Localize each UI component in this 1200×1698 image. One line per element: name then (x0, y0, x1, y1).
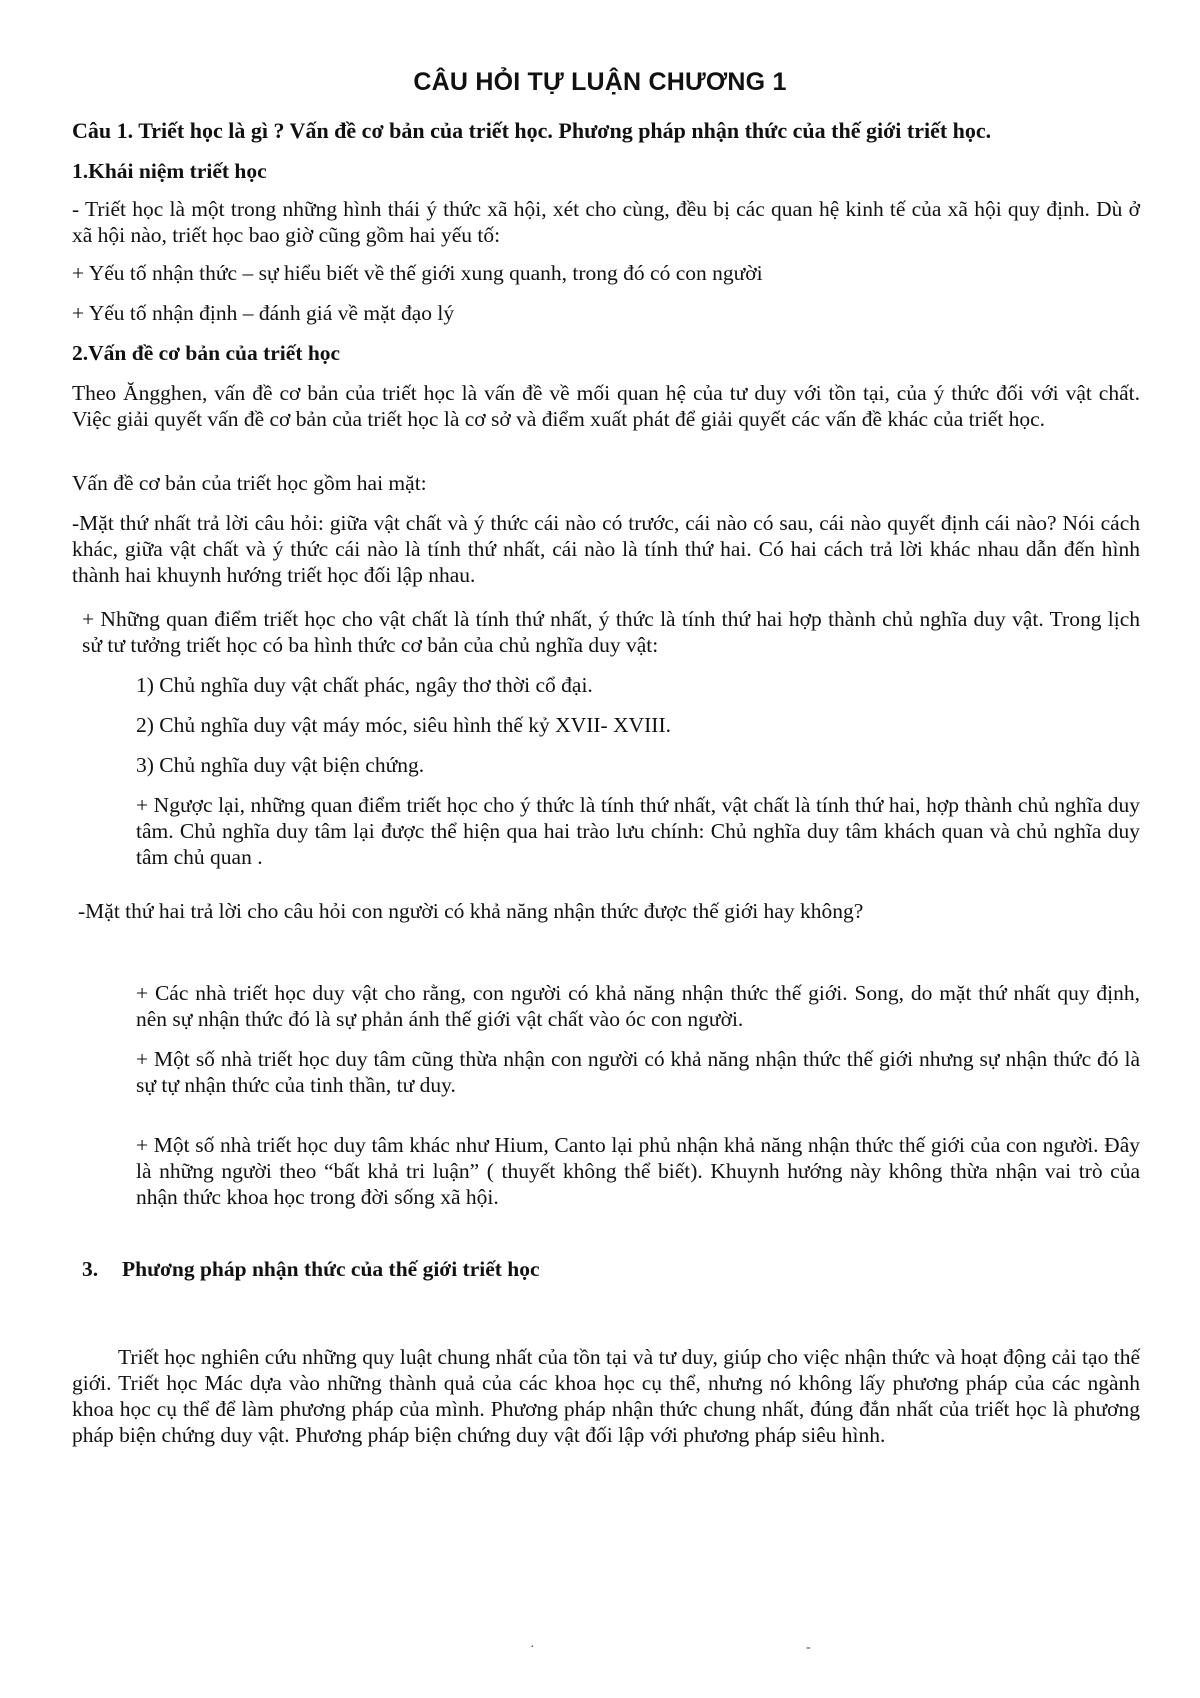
materialism-form-3: 3) Chủ nghĩa duy vật biện chứng. (136, 753, 425, 777)
section-2-paragraph-3: -Mặt thứ nhất trả lời câu hỏi: giữa vật chất và ý thức cái nào có trước, cái nào có sau, cái nào quyết định cái nào? Nói cách khác, giữa vật chất và ý thức cái nào là tính thứ nhất, cái nào là tính thứ hai. Có hai cách trả lời khác nhau dẫn đến hình thành hai khuynh hướng triết học đối lập nhau. (72, 511, 1140, 587)
materialism-form-2: 2) Chủ nghĩa duy vật máy móc, siêu hình thế kỷ XVII- XVIII. (136, 713, 672, 737)
section-3-number: 3. (82, 1257, 99, 1281)
section-2-heading: 2.Vấn đề cơ bản của triết học (72, 341, 341, 365)
section-2-paragraph-7: + Các nhà triết học duy vật cho rằng, con người có khả năng nhận thức thế giới. Song, do mặt thứ nhất quy định, nên sự nhận thức đó là sự phản ánh thế giới vật chất vào óc con người. (136, 981, 1140, 1031)
section-2-paragraph-9: + Một số nhà triết học duy tâm khác như Hium, Canto lại phủ nhận khả năng nhận thức thế giới của con người. Đây là những người theo “bất khả tri luận” ( thuyết không thể biết). Khuynh hướng này không thừa nhận vai trò của nhận thức khoa học trong đời sống xã hội. (136, 1133, 1140, 1209)
section-2-paragraph-4: + Những quan điểm triết học cho vật chất là tính thứ nhất, ý thức là tính thứ hai hợp thành chủ nghĩa duy vật. Trong lịch sử tư tưởng triết học có ba hình thức cơ bản của chủ nghĩa duy vật: (82, 607, 1140, 657)
section-1-heading: 1.Khái niệm triết học (72, 159, 267, 183)
section-1-paragraph-1: - Triết học là một trong những hình thái ý thức xã hội, xét cho cùng, đều bị các quan hệ kinh tế của xã hội quy định. Dù ở xã hội nào, triết học bao giờ cũng gồm hai yếu tố: (72, 197, 1140, 247)
section-1-paragraph-3: + Yếu tố nhận định – đánh giá về mặt đạo lý (72, 301, 455, 325)
section-3-heading: Phương pháp nhận thức của thế giới triết học (122, 1257, 540, 1281)
materialism-form-1: 1) Chủ nghĩa duy vật chất phác, ngây thơ thời cổ đại. (136, 673, 593, 697)
section-2-paragraph-2: Vấn đề cơ bản của triết học gồm hai mặt: (72, 471, 427, 495)
section-2-paragraph-6: -Mặt thứ hai trả lời cho câu hỏi con người có khả năng nhận thức được thế giới hay không? (78, 899, 864, 923)
section-2-paragraph-5: + Ngược lại, những quan điểm triết học cho ý thức là tính thứ nhất, vật chất là tính thứ hai, hợp thành chủ nghĩa duy tâm. Chủ nghĩa duy tâm lại được thể hiện qua hai trào lưu chính: Chủ nghĩa duy tâm khách quan và chủ nghĩa duy tâm chủ quan . (136, 793, 1140, 869)
page-mark-right: - (806, 1640, 811, 1655)
section-2-paragraph-1: Theo Ăngghen, vấn đề cơ bản của triết học là vấn đề về mối quan hệ của tư duy với tồn tại, của ý thức đối với vật chất. Việc giải quyết vấn đề cơ bản của triết học là cơ sở và điểm xuất phát để giải quyết các vấn đề khác của triết học. (72, 381, 1140, 431)
page-mark-left: · (530, 1640, 535, 1655)
page-title: CÂU HỎI TỰ LUẬN CHƯƠNG 1 (413, 68, 787, 96)
section-3-paragraph-1: Triết học nghiên cứu những quy luật chung nhất của tồn tại và tư duy, giúp cho việc nhận thức và hoạt động cải tạo thế giới. Triết học Mác dựa vào những thành quả của các khoa học cụ thể, nhưng nó không lấy phương pháp của các ngành khoa học cụ thể để làm phương pháp của mình. Phương pháp nhận thức chung nhất, đúng đắn nhất của triết học là phương pháp biện chứng duy vật. Phương pháp biện chứng duy vật đối lập với phương pháp siêu hình. (72, 1345, 1140, 1447)
question-1-heading: Câu 1. Triết học là gì ? Vấn đề cơ bản của triết học. Phương pháp nhận thức của thế giới triết học. (72, 118, 992, 143)
section-2-paragraph-8: + Một số nhà triết học duy tâm cũng thừa nhận con người có khả năng nhận thức thế giới nhưng sự nhận thức đó là sự tự nhận thức của tinh thần, tư duy. (136, 1047, 1140, 1097)
section-1-paragraph-2: + Yếu tố nhận thức – sự hiểu biết về thế giới xung quanh, trong đó có con người (72, 261, 763, 285)
